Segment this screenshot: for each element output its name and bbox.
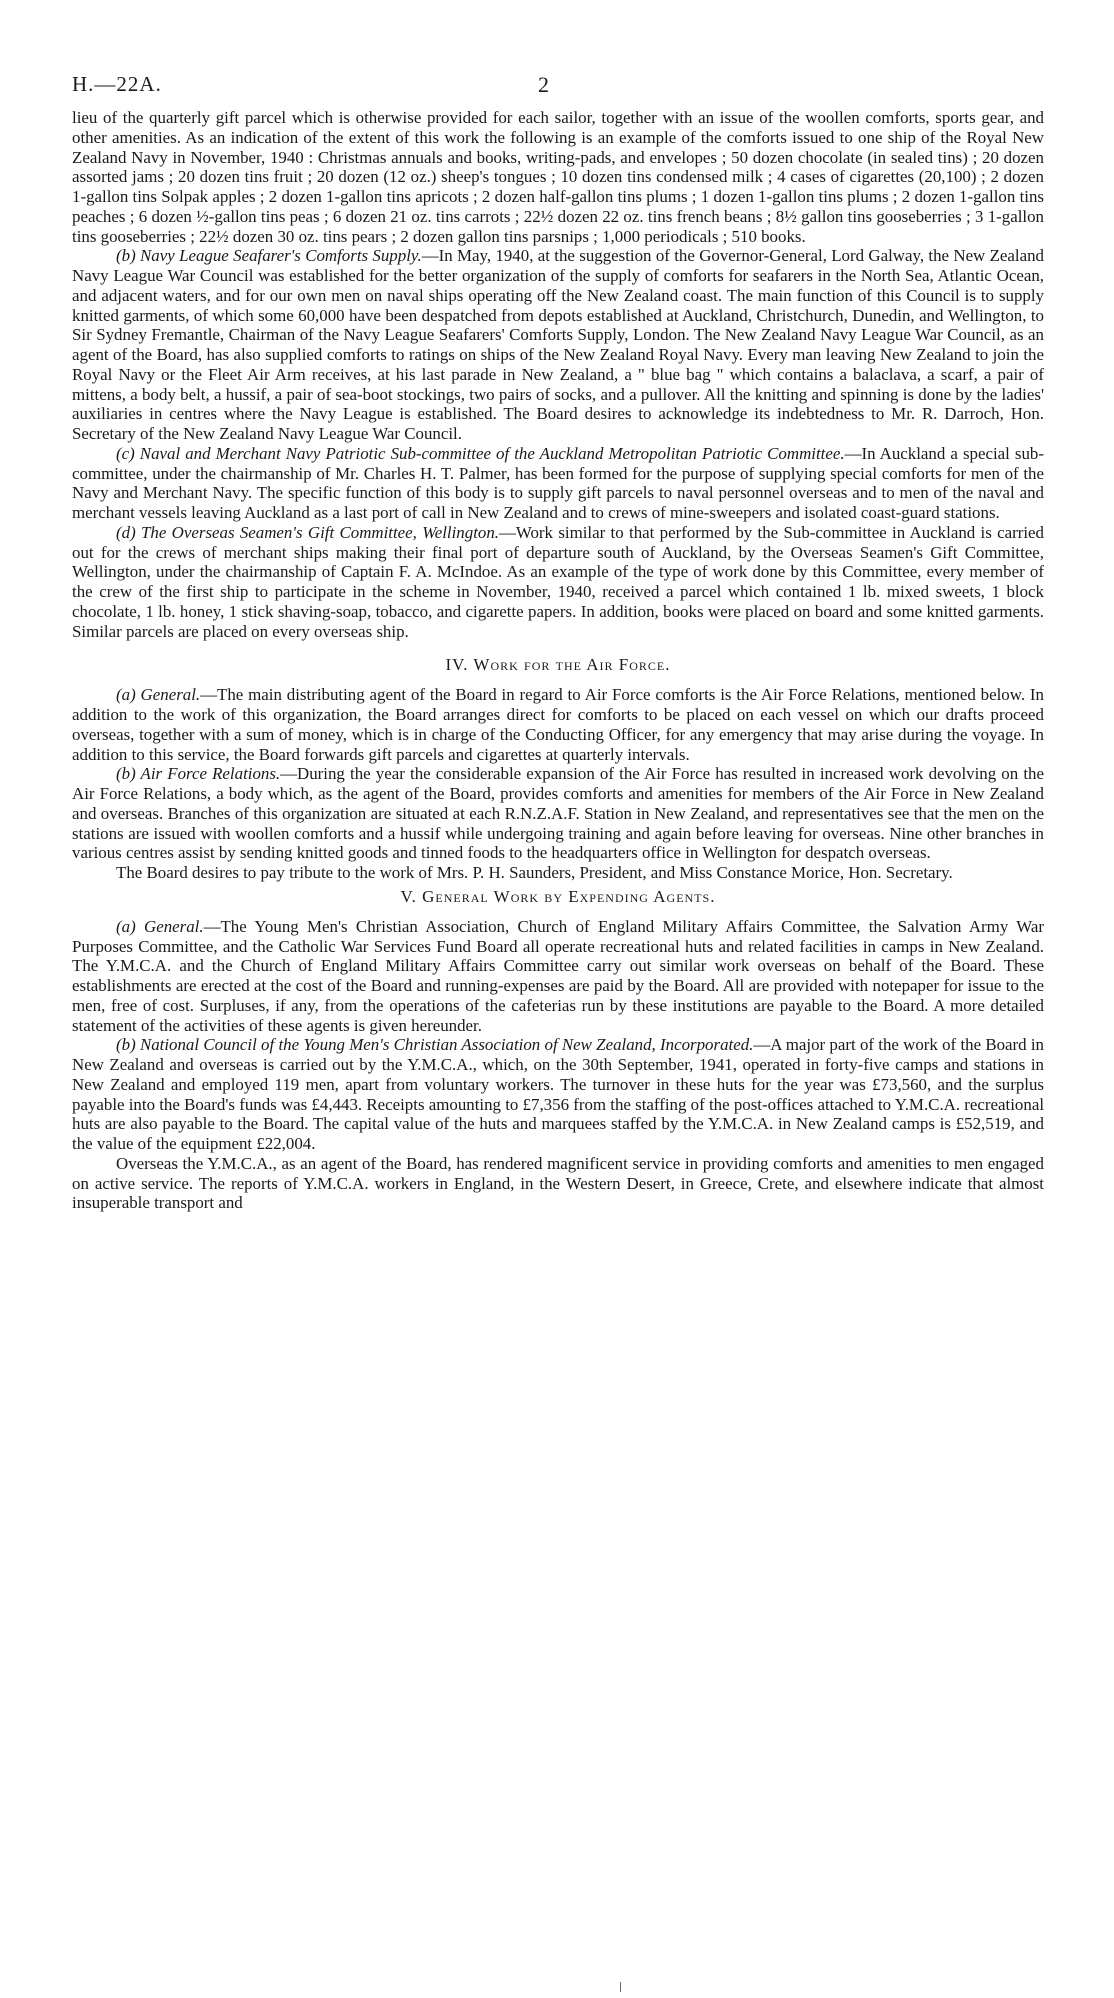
paragraph-air-relations: (b) Air Force Relations.—During the year the considerable expansion of the Air Force has resulted in increased work devolving on the Air Force Relations, a body which, as the agent of the Board, provides comforts and amenities for members of the Air Force in New Zealand and overseas. Branches of this organization are situated at each R.N.Z.A.F. Station in New Zealand, and representatives see that the men on the stations are issued with woollen comforts and a hussif while undergoing training and again before leaving for overseas. Nine other branches in various centres assist by sending knitted goods and tinned foods to the headquarters office in Wellington for despatch overseas. (72, 764, 1044, 863)
paragraph-auckland-subcommittee: (c) Naval and Merchant Navy Patriotic Sub-committee of the Auckland Metropolitan Patriotic Committee.—In Auckland a special sub-committee, under the chairmanship of Mr. Charles H. T. Palmer, has been formed for the purpose of supplying special comforts for men of the Navy and Merchant Navy. The specific function of this body is to supply gift parcels to naval personnel overseas and to men of the naval and merchant vessels leaving Auckland as a last port of call in New Zealand and to crews of mine-sweepers and isolated coast-guard stations. (72, 443, 1044, 522)
paragraph-comforts-list: lieu of the quarterly gift parcel which is otherwise provided for each sailor, together with an issue of the woollen comforts, sports gear, and other amenities. As an indication of the extent of this work the following is an example of the comforts issued to one ship of the Royal New Zealand Navy in November, 1940 : Christmas annuals and books, writing-pads, and envelopes ; 50 dozen chocolate (in sealed tins) ; 20 dozen assorted jams ; 20 dozen tins fruit ; 20 dozen (12 oz.) sheep's tongues ; 10 dozen tins condensed milk ; 4 cases of cigarettes (20,100) ; 2 dozen 1-gallon tins Solpak apples ; 2 dozen 1-gallon tins apricots ; 2 dozen half-gallon tins plums ; 1 dozen 1-gallon tins plums ; 2 dozen 1-gallon tins peaches ; 6 dozen ½-gallon tins peas ; 6 dozen 21 oz. tins carrots ; 22½ dozen 22 oz. tins french beans ; 8½ gallon tins gooseberries ; 3 1-gallon tins gooseberries ; 22½ dozen 30 oz. tins pears ; 2 dozen gallon tins parsnips ; 1,000 periodicals ; 510 books. (72, 108, 1044, 246)
paragraph-lead: (b) Air Force Relations. (116, 764, 281, 784)
paragraph-agents-general: (a) General.—The Young Men's Christian Association, Church of England Military Affairs Committee, the Salvation Army War Purposes Committee, and the Catholic War Services Fund Board all operate recreational huts and related facilities in camps in New Zealand. The Y.M.C.A. and the Church of England Military Affairs Committee carry out similar work overseas on behalf of the Board. These establishments are erected at the cost of the Board and running-expenses are paid by the Board. All are provided with notepaper for issue to the men, free of cost. Surpluses, if any, from the operations of the cafeterias run by these institutions are payable to the Board. A more detailed statement of the activities of these agents is given hereunder. (72, 916, 1044, 1035)
page-number: 2 (538, 72, 549, 97)
paragraph-lead: (a) General. (116, 916, 204, 936)
paragraph-lead: (a) General. (116, 685, 201, 705)
section-heading-expending-agents: V. General Work by Expending Agents. (400, 886, 716, 906)
document-reference: H.—22A. (72, 72, 162, 96)
paragraph-lead: (d) The Overseas Seamen's Gift Committee, Wellington. (116, 522, 499, 542)
paragraph-lead: (b) Navy League Seafarer's Comforts Supply. (116, 246, 422, 266)
paragraph-ymca: (b) National Council of the Young Men's Christian Association of New Zealand, Incorporated.—A major part of the work of the Board in New Zealand and overseas is carried out by the Y.M.C.A., which, on the 30th September, 1941, operated in forty-five camps and stations in New Zealand and employed 119 men, apart from voluntary workers. The turnover in these huts for the year was £73,560, and the surplus payable into the Board's funds was £4,443. Receipts amounting to £7,356 from the staffing of the post-offices attached to Y.M.C.A. recreational huts are also payable to the Board. The capital value of the huts and marquees staffed by the Y.M.C.A. in New Zealand camps is £52,519, and the value of the equipment £22,004. (72, 1035, 1045, 1153)
document-page (72, 60, 1044, 1213)
scan-mark (620, 1982, 621, 1992)
paragraph-ymca-overseas: Overseas the Y.M.C.A., as an agent of the Board, has rendered magnificent service in providing comforts and amenities to men engaged on active service. The reports of Y.M.C.A. workers in England, in the Western Desert, in Greece, Crete, and elsewhere indicate that almost insuperable transport and (72, 1153, 1044, 1213)
page-header (72, 60, 1044, 108)
paragraph-lead: (b) National Council of the Young Men's Christian Association of New Zealand, Incorporated. (116, 1035, 754, 1055)
paragraph-navy-league: (b) Navy League Seafarer's Comforts Supply.—In May, 1940, at the suggestion of the Governor-General, Lord Galway, the New Zealand Navy League War Council was established for the better organization of the supply of comforts for seafarers in the North Sea, Atlantic Ocean, and adjacent waters, and for our own men on naval ships operating off the New Zealand coast. The main function of this Council is to supply knitted garments, of which some 60,000 have been despatched from depots established at Auckland, Christchurch, Dunedin, and Wellington, to Sir Sydney Fremantle, Chairman of the Navy League Seafarers' Comforts Supply, London. The New Zealand Navy League War Council, as an agent of the Board, has also supplied comforts to ratings on ships of the New Zealand Royal Navy. Every man leaving New Zealand to join the Royal Navy or the Fleet Air Arm receives, at his last parade in New Zealand, a " blue bag " which contains a balaclava, a scarf, a pair of mittens, a body belt, a hussif, a pair of sea-boot stockings, two pairs of socks, and a pullover. All the knitting and spinning is done by the ladies' auxiliaries in centres where the Navy League is established. The Board desires to acknowledge its indebtedness to Mr. R. Darroch, Hon. Secretary of the New Zealand Navy League War Council. (72, 246, 1044, 443)
paragraph-air-general: (a) General.—The main distributing agent of the Board in regard to Air Force comforts is the Air Force Relations, mentioned below. In addition to the work of this organization, the Board arranges direct for comforts to be placed on each vessel on which our drafts proceed overseas, together with a sum of money, which is in charge of the Conducting Officer, for any emergency that may arise during the voyage. In addition to this service, the Board forwards gift parcels and cigarettes at quarterly intervals. (72, 685, 1044, 764)
paragraph-seamens-gift: (d) The Overseas Seamen's Gift Committee, Wellington.—Work similar to that performed by the Sub-committee in Auckland is carried out for the crews of merchant ships making their final port of departure south of Auckland, by the Overseas Seamen's Gift Committee, Wellington, under the chairmanship of Captain F. A. McIndoe. As an example of the type of work done by this Committee, every member of the crew of the first ship to participate in the scheme in November, 1940, received a parcel which contained 1 lb. mixed sweets, 1 block chocolate, 1 lb. honey, 1 stick shaving-soap, tobacco, and cigarette papers. In addition, books were placed on board and some knitted garments. Similar parcels are placed on every overseas ship. (72, 522, 1044, 641)
paragraph-lead: (c) Naval and Merchant Navy Patriotic Sub-committee of the Auckland Metropolitan Patriotic Committee. (116, 443, 845, 463)
paragraph-tribute: The Board desires to pay tribute to the work of Mrs. P. H. Saunders, President, and Miss Constance Morice, Hon. Secretary. (116, 863, 953, 882)
section-heading-air-force: IV. Work for the Air Force. (445, 655, 671, 675)
